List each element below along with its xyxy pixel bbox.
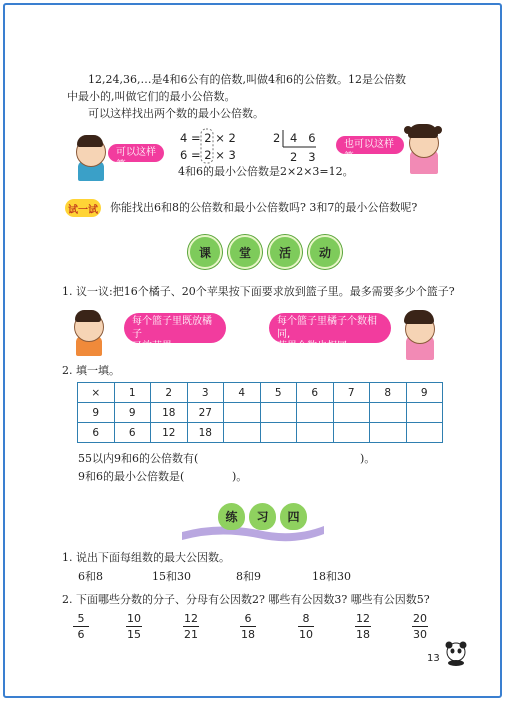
- fraction: [183, 612, 199, 641]
- multiplication-table: [77, 382, 443, 443]
- activity-title: [188, 235, 342, 269]
- table-row: [78, 403, 443, 423]
- table-cell: 18: [187, 423, 224, 443]
- fraction: [412, 612, 428, 641]
- table-cell-blank[interactable]: [333, 423, 370, 443]
- table-cell: 9: [406, 383, 443, 403]
- table-cell-blank[interactable]: [224, 403, 261, 423]
- intro-line-3: 可以这样找出两个数的最小公倍数。: [88, 107, 264, 120]
- fill-2-close: )。: [232, 470, 248, 483]
- exercise-title-char-1: 练: [218, 503, 245, 530]
- bubble-q1-right: [269, 313, 391, 352]
- fraction: [126, 612, 142, 641]
- fraction-denominator: 10: [299, 628, 313, 641]
- bubble-method-a: 可以这样算。: [108, 144, 164, 162]
- fraction-denominator: 18: [241, 628, 255, 641]
- exercise-2-text: 2. 下面哪些分数的分子、分母有公因数2? 哪些有公因数3? 哪些有公因数5?: [62, 593, 430, 606]
- panda-icon: [442, 640, 470, 666]
- table-cell: 9: [78, 403, 115, 423]
- table-cell: 8: [370, 383, 407, 403]
- fraction-denominator: 18: [356, 628, 370, 641]
- method-a-row-1: 4 = 2 × 2: [180, 131, 236, 145]
- fill-2-answer-blank[interactable]: [192, 471, 230, 484]
- table-cell-blank[interactable]: [370, 403, 407, 423]
- fill-1-text: 55以内9和6的公倍数有(: [78, 452, 199, 465]
- page-number: 13: [427, 653, 440, 664]
- fraction-numerator: 12: [356, 612, 370, 625]
- activity-title-char-1: 课: [188, 235, 222, 269]
- bubble-q1-right-line-2: 苹果个数也相同。: [277, 341, 357, 352]
- fraction-numerator: 6: [244, 612, 252, 625]
- method-b-divisor: 2: [273, 131, 281, 145]
- circle-mark: [200, 128, 214, 164]
- intro-line-1: 12,24,36,…是4和6公有的倍数,叫做4和6的公倍数。12是公倍数: [88, 73, 406, 86]
- girl-illustration: [404, 120, 444, 178]
- table-cell-blank[interactable]: [297, 403, 334, 423]
- table-cell-blank[interactable]: [260, 403, 297, 423]
- fraction-denominator: 30: [413, 628, 427, 641]
- exercise-1-text: 1. 说出下面每组数的最大公因数。: [62, 551, 230, 564]
- table-cell: 1: [114, 383, 151, 403]
- boy-illustration: [72, 133, 112, 183]
- table-cell-blank[interactable]: [370, 423, 407, 443]
- fraction: [298, 612, 314, 641]
- bubble-q1-left: [124, 313, 226, 352]
- try-it-text: 你能找出6和8的公倍数和最小公倍数吗? 3和7的最小公倍数呢?: [110, 201, 418, 214]
- bubble-q1-left-line-1: 每个篮子里既放橘子: [132, 316, 212, 340]
- fraction-numerator: 8: [302, 612, 310, 625]
- bubble-q1-right-line-1: 每个篮子里橘子个数相同,: [277, 316, 377, 340]
- question-2-text: 2. 填一填。: [62, 364, 120, 377]
- table-cell: 27: [187, 403, 224, 423]
- exercise-1-pair-2: 15和30: [152, 570, 191, 583]
- table-cell: 6: [114, 423, 151, 443]
- girl-illustration-2: [400, 306, 440, 364]
- table-cell-blank[interactable]: [297, 423, 334, 443]
- fraction: [355, 612, 371, 641]
- table-cell: 4: [224, 383, 261, 403]
- table-cell-blank[interactable]: [333, 403, 370, 423]
- method-b-bottom: 2 3: [290, 150, 316, 164]
- table-cell: 18: [151, 403, 188, 423]
- fraction-denominator: 6: [77, 628, 85, 641]
- fraction: [240, 612, 256, 641]
- table-cell: 6: [78, 423, 115, 443]
- table-cell: 12: [151, 423, 188, 443]
- table-cell: ×: [78, 383, 115, 403]
- fraction: [73, 612, 89, 641]
- activity-title-char-3: 活: [268, 235, 302, 269]
- exercise-title-char-2: 习: [249, 503, 276, 530]
- table-cell: 5: [260, 383, 297, 403]
- fraction-numerator: 5: [77, 612, 85, 625]
- table-row: [78, 423, 443, 443]
- table-cell-blank[interactable]: [406, 403, 443, 423]
- try-it-badge: 试一试: [65, 199, 101, 217]
- activity-title-char-4: 动: [308, 235, 342, 269]
- conclusion-text: 4和6的最小公倍数是2×2×3=12。: [178, 165, 354, 178]
- exercise-1-pair-1: 6和8: [78, 570, 103, 583]
- table-cell: 2: [151, 383, 188, 403]
- method-a-row-2: 6 = 2 × 3: [180, 148, 236, 162]
- fraction-numerator: 10: [127, 612, 141, 625]
- fill-1-close: )。: [360, 452, 376, 465]
- intro-line-2: 中最小的,叫做它们的最小公倍数。: [67, 90, 236, 103]
- question-1-text: 1. 议一议:把16个橘子、20个苹果按下面要求放到篮子里。最多需要多少个篮子?: [62, 285, 455, 298]
- table-cell-blank[interactable]: [224, 423, 261, 443]
- boy-illustration-2: [70, 308, 110, 358]
- method-b-top: 4 6: [290, 131, 316, 145]
- table-cell: 6: [297, 383, 334, 403]
- table-cell-blank[interactable]: [406, 423, 443, 443]
- table-cell: 7: [333, 383, 370, 403]
- activity-title-char-2: 堂: [228, 235, 262, 269]
- fraction-numerator: 12: [184, 612, 198, 625]
- table-cell-blank[interactable]: [260, 423, 297, 443]
- fill-2-text: 9和6的最小公倍数是(: [78, 470, 185, 483]
- fill-1-answer-blank[interactable]: [206, 453, 356, 466]
- exercise-1-pair-4: 18和30: [312, 570, 351, 583]
- table-cell: 3: [187, 383, 224, 403]
- fraction-numerator: 20: [413, 612, 427, 625]
- table-cell: 9: [114, 403, 151, 423]
- exercise-1-pair-3: 8和9: [236, 570, 261, 583]
- table-header-row: [78, 383, 443, 403]
- fraction-denominator: 21: [184, 628, 198, 641]
- fraction-denominator: 15: [127, 628, 141, 641]
- exercise-title-char-3: 四: [280, 503, 307, 530]
- exercise-title: [218, 503, 307, 530]
- bubble-q1-left-line-2: 又放苹果。: [132, 341, 182, 352]
- bubble-method-b: 也可以这样算。: [336, 136, 404, 154]
